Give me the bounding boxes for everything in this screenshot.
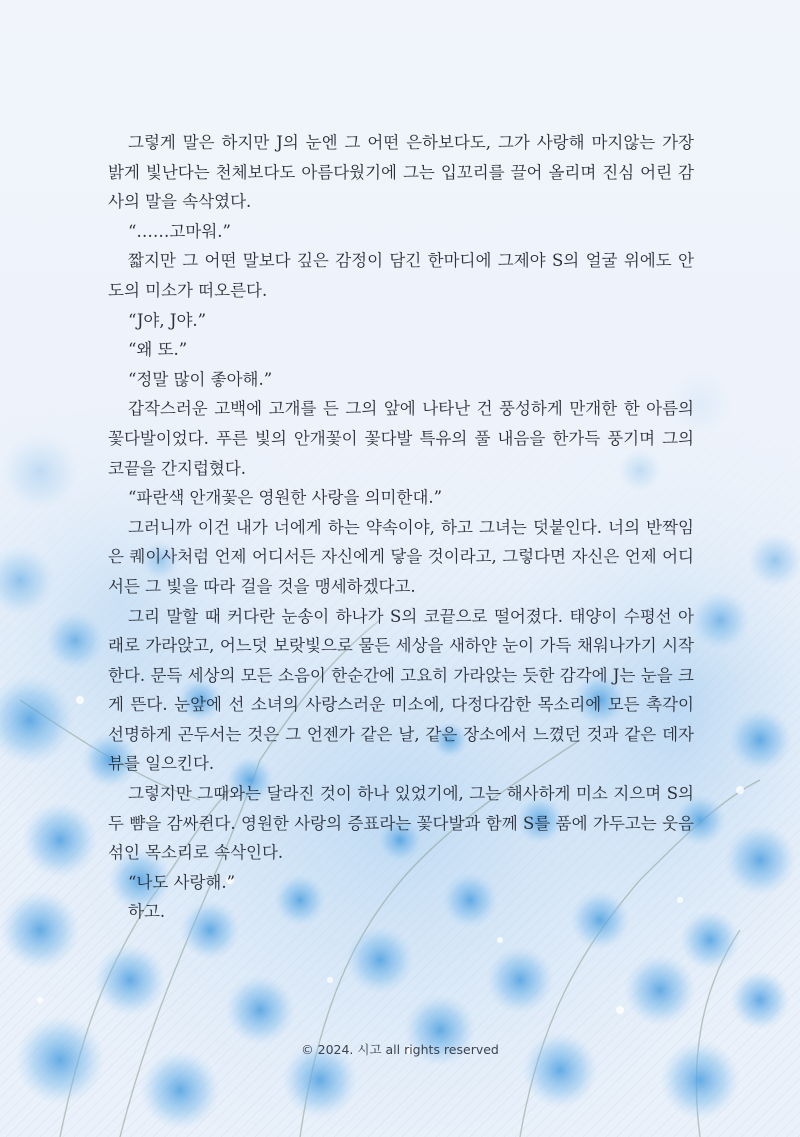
dialogue-line: “정말 많이 좋아해.” [128, 369, 273, 389]
paragraph: 짧지만 그 어떤 말보다 깊은 감정이 담긴 한마디에 그제야 S의 얼굴 위에도 안도의 미소가 떠오른다. [108, 251, 694, 300]
story-text [108, 128, 694, 927]
paragraph: 그리 말할 때 커다란 눈송이 하나가 S의 코끝으로 떨어졌다. 태양이 수평선 아래로 가라앉고, 어느덧 보랏빛으로 물든 세상을 새하얀 눈이 가득 채워나가기 시작한다. 문득 세상의 모든 소음이 한순간에 고요히 가라앉는 듯한 감각에 J는 눈을 크게 뜬다. 눈앞에 선 소녀의 사랑스러운 미소에, 다정다감한 목소리에 모든 촉각이 선명하게 곤두서는 것은 그 언젠가 같은 날, 같은 장소에서 느꼈던 것과 같은 데자뷰를 일으킨다. [108, 606, 694, 774]
copyright-notice: © 2024. 시고 all rights reserved [301, 1042, 499, 1057]
dialogue-line: “……고마워.” [128, 221, 231, 241]
paragraph: 하고. [128, 902, 166, 922]
paragraph: 갑작스러운 고백에 고개를 든 그의 앞에 나타난 건 풍성하게 만개한 한 아름의 꽃다발이었다. 푸른 빛의 안개꽃이 꽃다발 특유의 풀 내음을 한가득 풍기며 그의 코끝을 간지럽혔다. [108, 399, 694, 478]
dialogue-line: “나도 사랑해.” [128, 872, 236, 892]
dialogue-line: “J야, J야.” [128, 310, 207, 330]
paragraph: 그렇지만 그때와는 달라진 것이 하나 있었기에, 그는 해사하게 미소 지으며 S의 두 뺨을 감싸쥔다. 영원한 사랑의 증표라는 꽃다발과 함께 S를 품에 가두고는 웃음 섞인 목소리로 속삭인다. [108, 784, 694, 863]
dialogue-line: “파란색 안개꽃은 영원한 사랑을 의미한대.” [128, 488, 443, 508]
paragraph: 그러니까 이건 내가 너에게 하는 약속이야, 하고 그녀는 덧붙인다. 너의 반짝임은 퀘이사처럼 언제 어디서든 자신에게 닿을 것이라고, 그렇다면 자신은 언제 어디서든 그 빛을 따라 걸을 것을 맹세하겠다고. [108, 517, 694, 596]
paragraph: 그렇게 말은 하지만 J의 눈엔 그 어떤 은하보다도, 그가 사랑해 마지않는 가장 밝게 빛난다는 천체보다도 아름다웠기에 그는 입꼬리를 끌어 올리며 진심 어린 감사의 말을 속삭였다. [108, 133, 694, 212]
dialogue-line: “왜 또.” [128, 340, 188, 360]
